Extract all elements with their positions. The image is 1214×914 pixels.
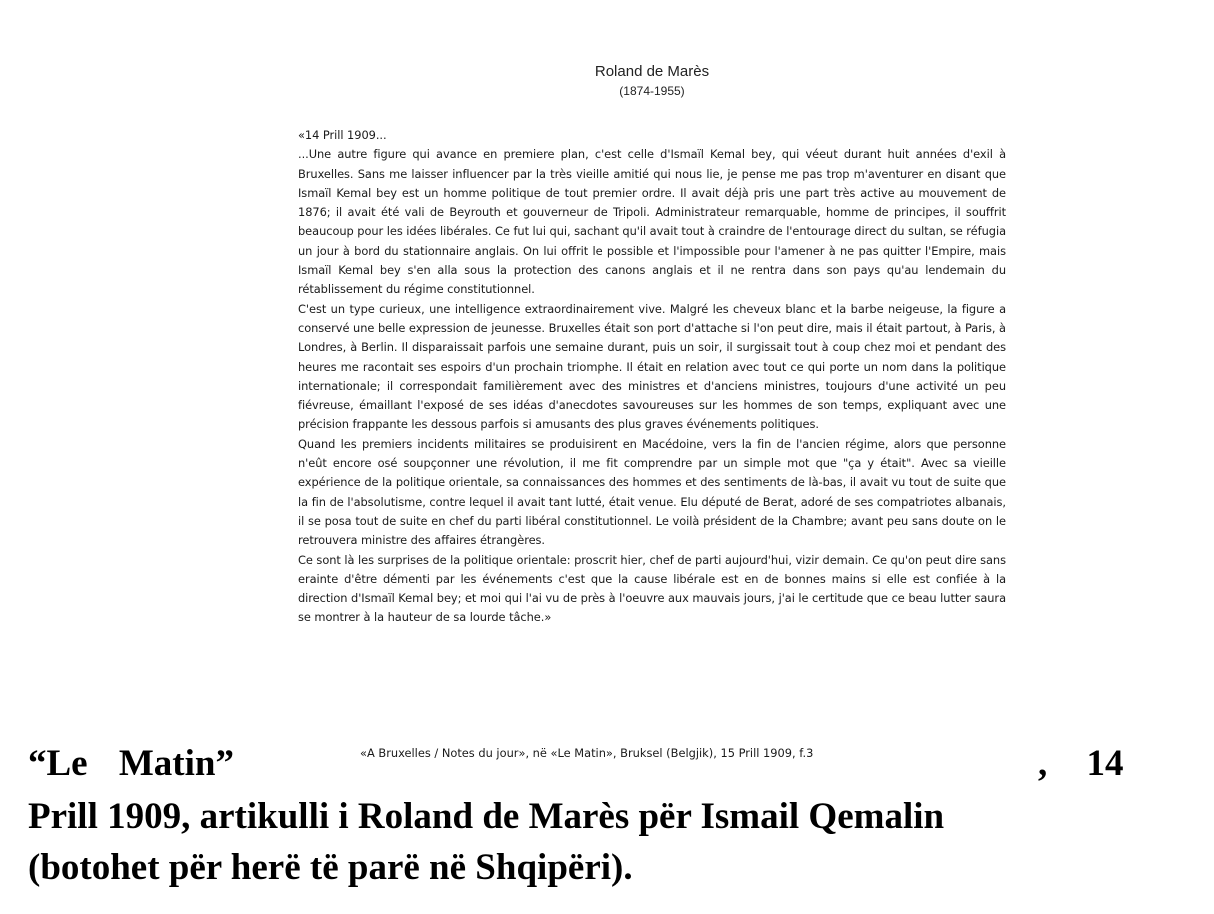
article-paragraph: Ce sont là les surprises de la politique orientale: proscrit hier, chef de parti aujourd'hui, vizir demain. Ce qu'on peut dire sans erainte d'être démenti par les événements c'est que la cause libérale est en de bonnes mains si elle est confiée à la direction d'Ismaïl Kemal bey; et moi qui l'ai vu de près à l'oeuvre aux mauvais jours, j'ai le certitude que ce beau lutter saura se montrer à la hauteur de sa lourde tâche.» [298,552,1006,625]
author-name: Roland de Marès [594,63,710,80]
article-paragraph: ...Une autre figure qui avance en premiere plan, c'est celle d'Ismaïl Kemal bey, qui véeut durant huit années d'exil à Bruxelles. Sans me laisser influencer par la très vieille amitié qui nous lie, je pense me pas trop m'aventurer en disant que Ismaïl Kemal bey est un homme politique de tout premier ordre. Il avait déjà pris une part très active au mouvement de 1876; il avait été vali de Beyrouth et gouverneur de Tripoli. Administrateur remarquable, homme de principes, il souffrit beaucoup pour les idées libérales. Ce fut lui qui, sachant qu'il avait tout à craindre de l'entourage direct du sultan, se réfugia un jour à bord du stationnaire anglais. On lui offrit le possible et l'impossible pour l'amener à ne pas quitter l'Empire, mais Ismaïl Kemal bey s'en alla sous la protection des canons anglais et il ne rentra dans son pays qu'au lendemain du rétablissement du régime constitutionnel. [298,147,1006,297]
document-header [298,62,1006,100]
article-paragraph: C'est un type curieux, une intelligence extraordinairement vive. Malgré les cheveux blanc et la barbe neigeuse, la figure a conservé une belle expression de jeunesse. Bruxelles était son port d'attache si l'on peut dire, mais il était partout, à Paris, à Londres, à Berlin. Il disparaissait parfois une semaine durant, puis un soir, il surgissait tout à coup chez moi et pendant des heures me racontait ses espoirs d'un prochain triomphe. Il était en relation avec tout ce qui porte un nom dans la politique internationale; il correspondait familièrement avec des ministres et d'anciens ministres, toujours d'une activité un peu fiévreuse, émaillant l'exposé de ses idéas d'anecdotes savoureuses sur les hommes de son temps, expliquant avec une précision frappante les dessous parfois si amusants des plus graves événements politiques. [298,301,1006,432]
article-date-line: «14 Prill 1909... [298,128,387,142]
article-source: «A Bruxelles / Notes du jour», në «Le Matin», Bruksel (Belgjik), 15 Prill 1909, f.3 [360,746,814,760]
article-paragraph: Quand les premiers incidents militaires se produisirent en Macédoine, vers la fin de l'ancien régime, alors que personne n'eût encore osé soupçonner une révolution, il me fit comprendre par un simple mot que "ça y était". Avec sa vieille expérience de la politique orientale, sa connaissances des hommes et des sentiments de là-bas, il avait vu tout de suite que la fin de l'absolutisme, contre lequel il avait tant lutté, était venue. Elu député de Berat, adoré de ses compatriotes albanais, il se posa tout de suite en chef du parti libéral constitutionnel. Le voilà président de la Chambre; avant peu sans doute on le retrouvera ministre des affaires étrangères. [298,436,1006,548]
caption-line-3: (botohet për herë të parë në Shqipëri). [28,847,633,888]
author-years: (1874-1955) [619,84,685,98]
caption-right: , 14 [1038,743,1124,784]
caption-left: “Le Matin” [28,743,234,784]
caption-line-2: Prill 1909, artikulli i Roland de Marès për Ismail Qemalin [28,796,945,837]
article-body [298,126,1006,628]
